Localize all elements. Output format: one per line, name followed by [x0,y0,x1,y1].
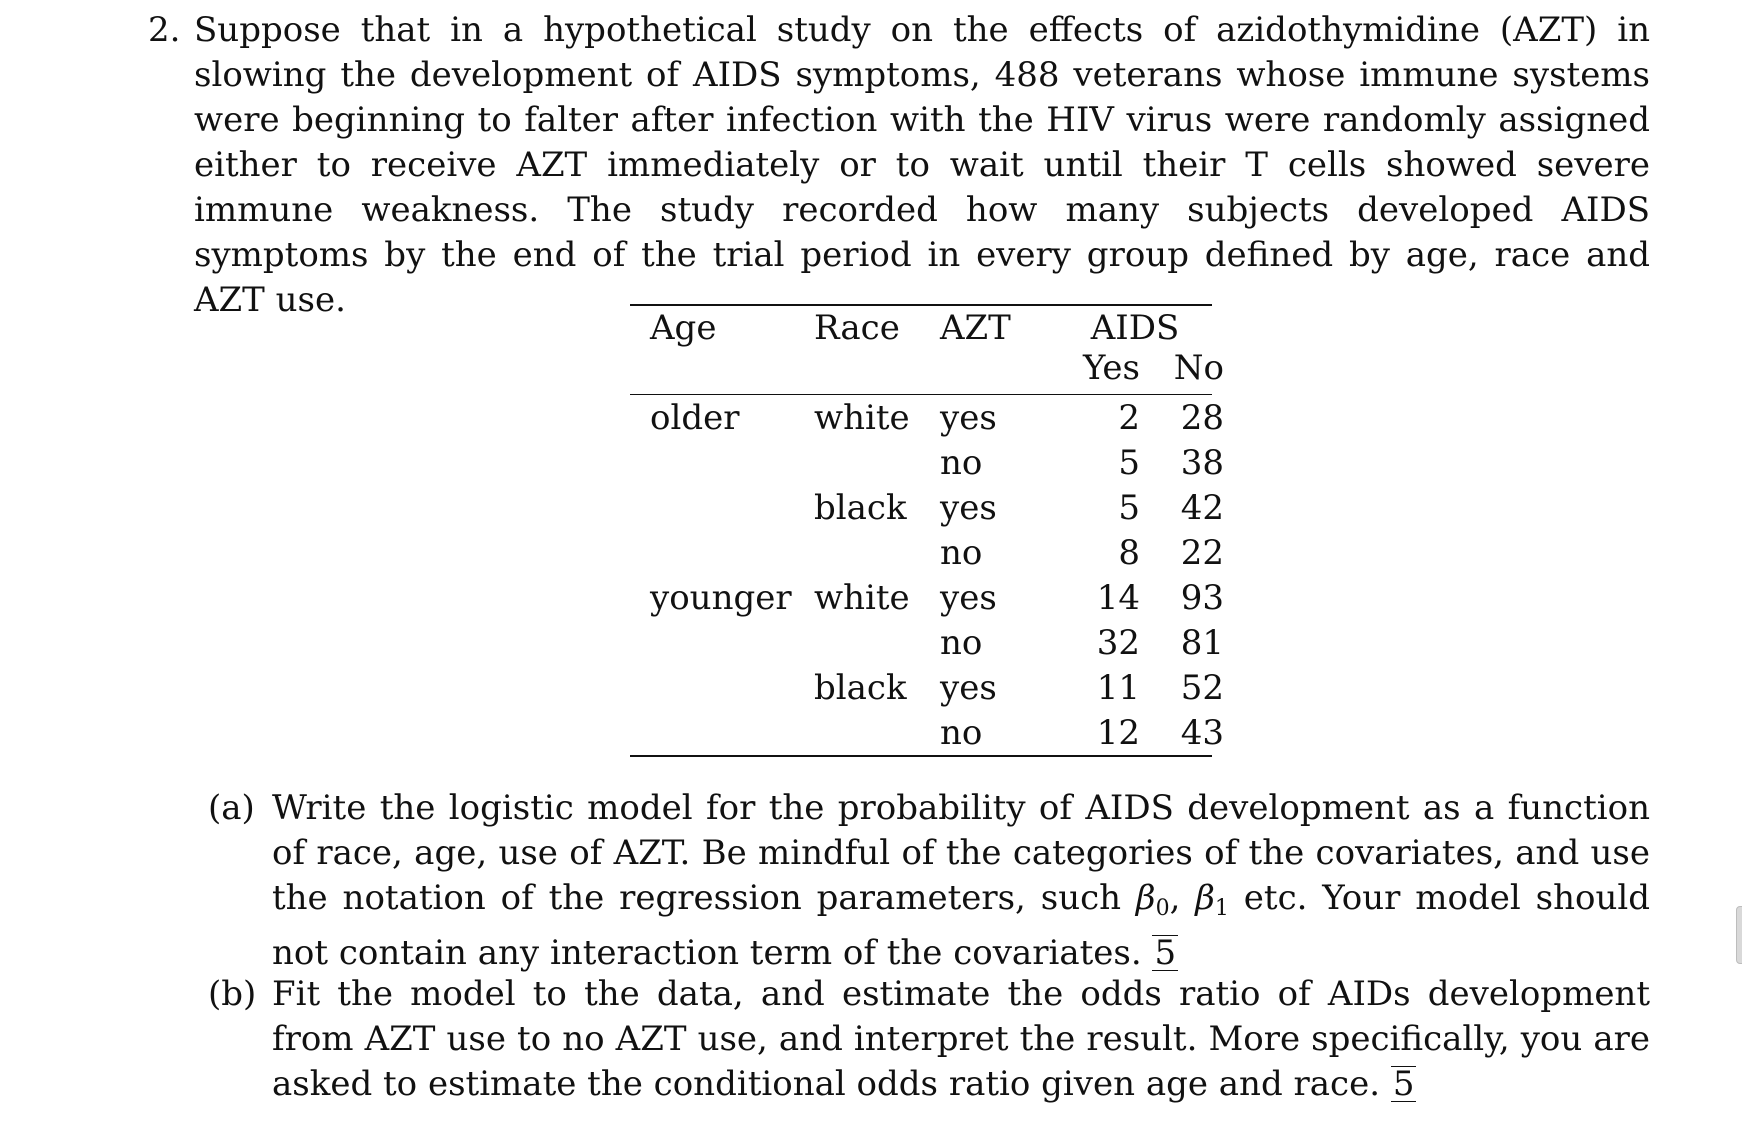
beta-1-subscript: 1 [1214,896,1229,921]
part-b [208,972,1650,1107]
cell-race: white [814,398,910,438]
header-race: Race [814,308,900,348]
part-a-text-before: Write the logistic model for the probability of AIDS development as a function of race, age, use of AZT. Be mindful of the categories of the covariates, and use the notation of the regression parameters, such [272,788,1650,918]
cell-aids-yes: 5 [1118,488,1140,528]
beta-0-symbol: β [1135,878,1156,918]
table-top-rule [630,304,1212,306]
part-b-label: (b) [208,974,257,1014]
page-edge-tab[interactable] [1736,906,1742,964]
cell-aids-no: 43 [1180,713,1224,753]
part-b-marks: 5 [1392,1064,1415,1104]
header-no: No [1173,348,1224,388]
part-b-text [272,972,1650,1107]
cell-aids-no: 28 [1180,398,1224,438]
cell-aids-yes: 14 [1096,578,1140,618]
header-age: Age [650,308,717,348]
table-bottom-rule [630,755,1212,757]
cell-azt: yes [940,488,997,528]
beta-0 [1135,878,1170,921]
cell-age: older [650,398,740,438]
part-b-text-body: Fit the model to the data, and estimate the odds ratio of AIDs development from AZT use to no AZT use, and interpret the result. More specifically, you are asked to estimate the conditional odds ratio given age and race. [272,974,1650,1104]
cell-race: black [814,668,907,708]
part-a-label: (a) [208,788,255,828]
cell-aids-yes: 32 [1096,623,1140,663]
part-a-text-after: etc. Your model should not contain any interaction term of the covariates. [272,878,1650,973]
cell-aids-no: 93 [1180,578,1224,618]
cell-aids-no: 81 [1180,623,1224,663]
cell-aids-yes: 8 [1118,533,1140,573]
cell-azt: yes [940,668,997,708]
cell-aids-yes: 12 [1096,713,1140,753]
cell-azt: yes [940,398,997,438]
header-azt: AZT [940,308,1011,348]
cell-aids-yes: 2 [1118,398,1140,438]
cell-race: black [814,488,907,528]
beta-1 [1195,878,1229,921]
cell-azt: no [940,443,983,483]
header-aids: AIDS [1090,308,1180,348]
cell-aids-yes: 5 [1118,443,1140,483]
cell-race: white [814,578,910,618]
problem-text: Suppose that in a hypothetical study on the effects of azidothymidine (AZT) in slowing the development of AIDS symptoms, 488 veterans whose immune systems were beginning to falter after infection with the HIV virus were randomly assigned either to receive AZT immediately or to wait until their T cells showed severe immune weakness. The study recorded how many subjects developed AIDS symptoms by the end of the trial period in every group defined by age, race and AZT use. [194,10,1650,320]
cell-age: younger [650,578,792,618]
cell-aids-no: 38 [1180,443,1224,483]
header-yes: Yes [1082,348,1140,388]
cell-azt: yes [940,578,997,618]
part-a-text [272,786,1650,976]
cell-aids-no: 42 [1180,488,1224,528]
part-a [208,786,1650,976]
problem-number: 2. [148,10,181,50]
cell-azt: no [940,623,983,663]
beta-separator: , [1169,878,1196,918]
cell-aids-yes: 11 [1096,668,1140,708]
table-header-rule [630,394,1212,395]
cell-aids-no: 52 [1180,668,1224,708]
cell-azt: no [940,533,983,573]
beta-0-subscript: 0 [1155,896,1170,921]
problem-2 [148,8,1650,323]
beta-1-symbol: β [1195,878,1215,918]
part-a-marks: 5 [1154,933,1177,973]
cell-aids-no: 22 [1180,533,1224,573]
cell-azt: no [940,713,983,753]
